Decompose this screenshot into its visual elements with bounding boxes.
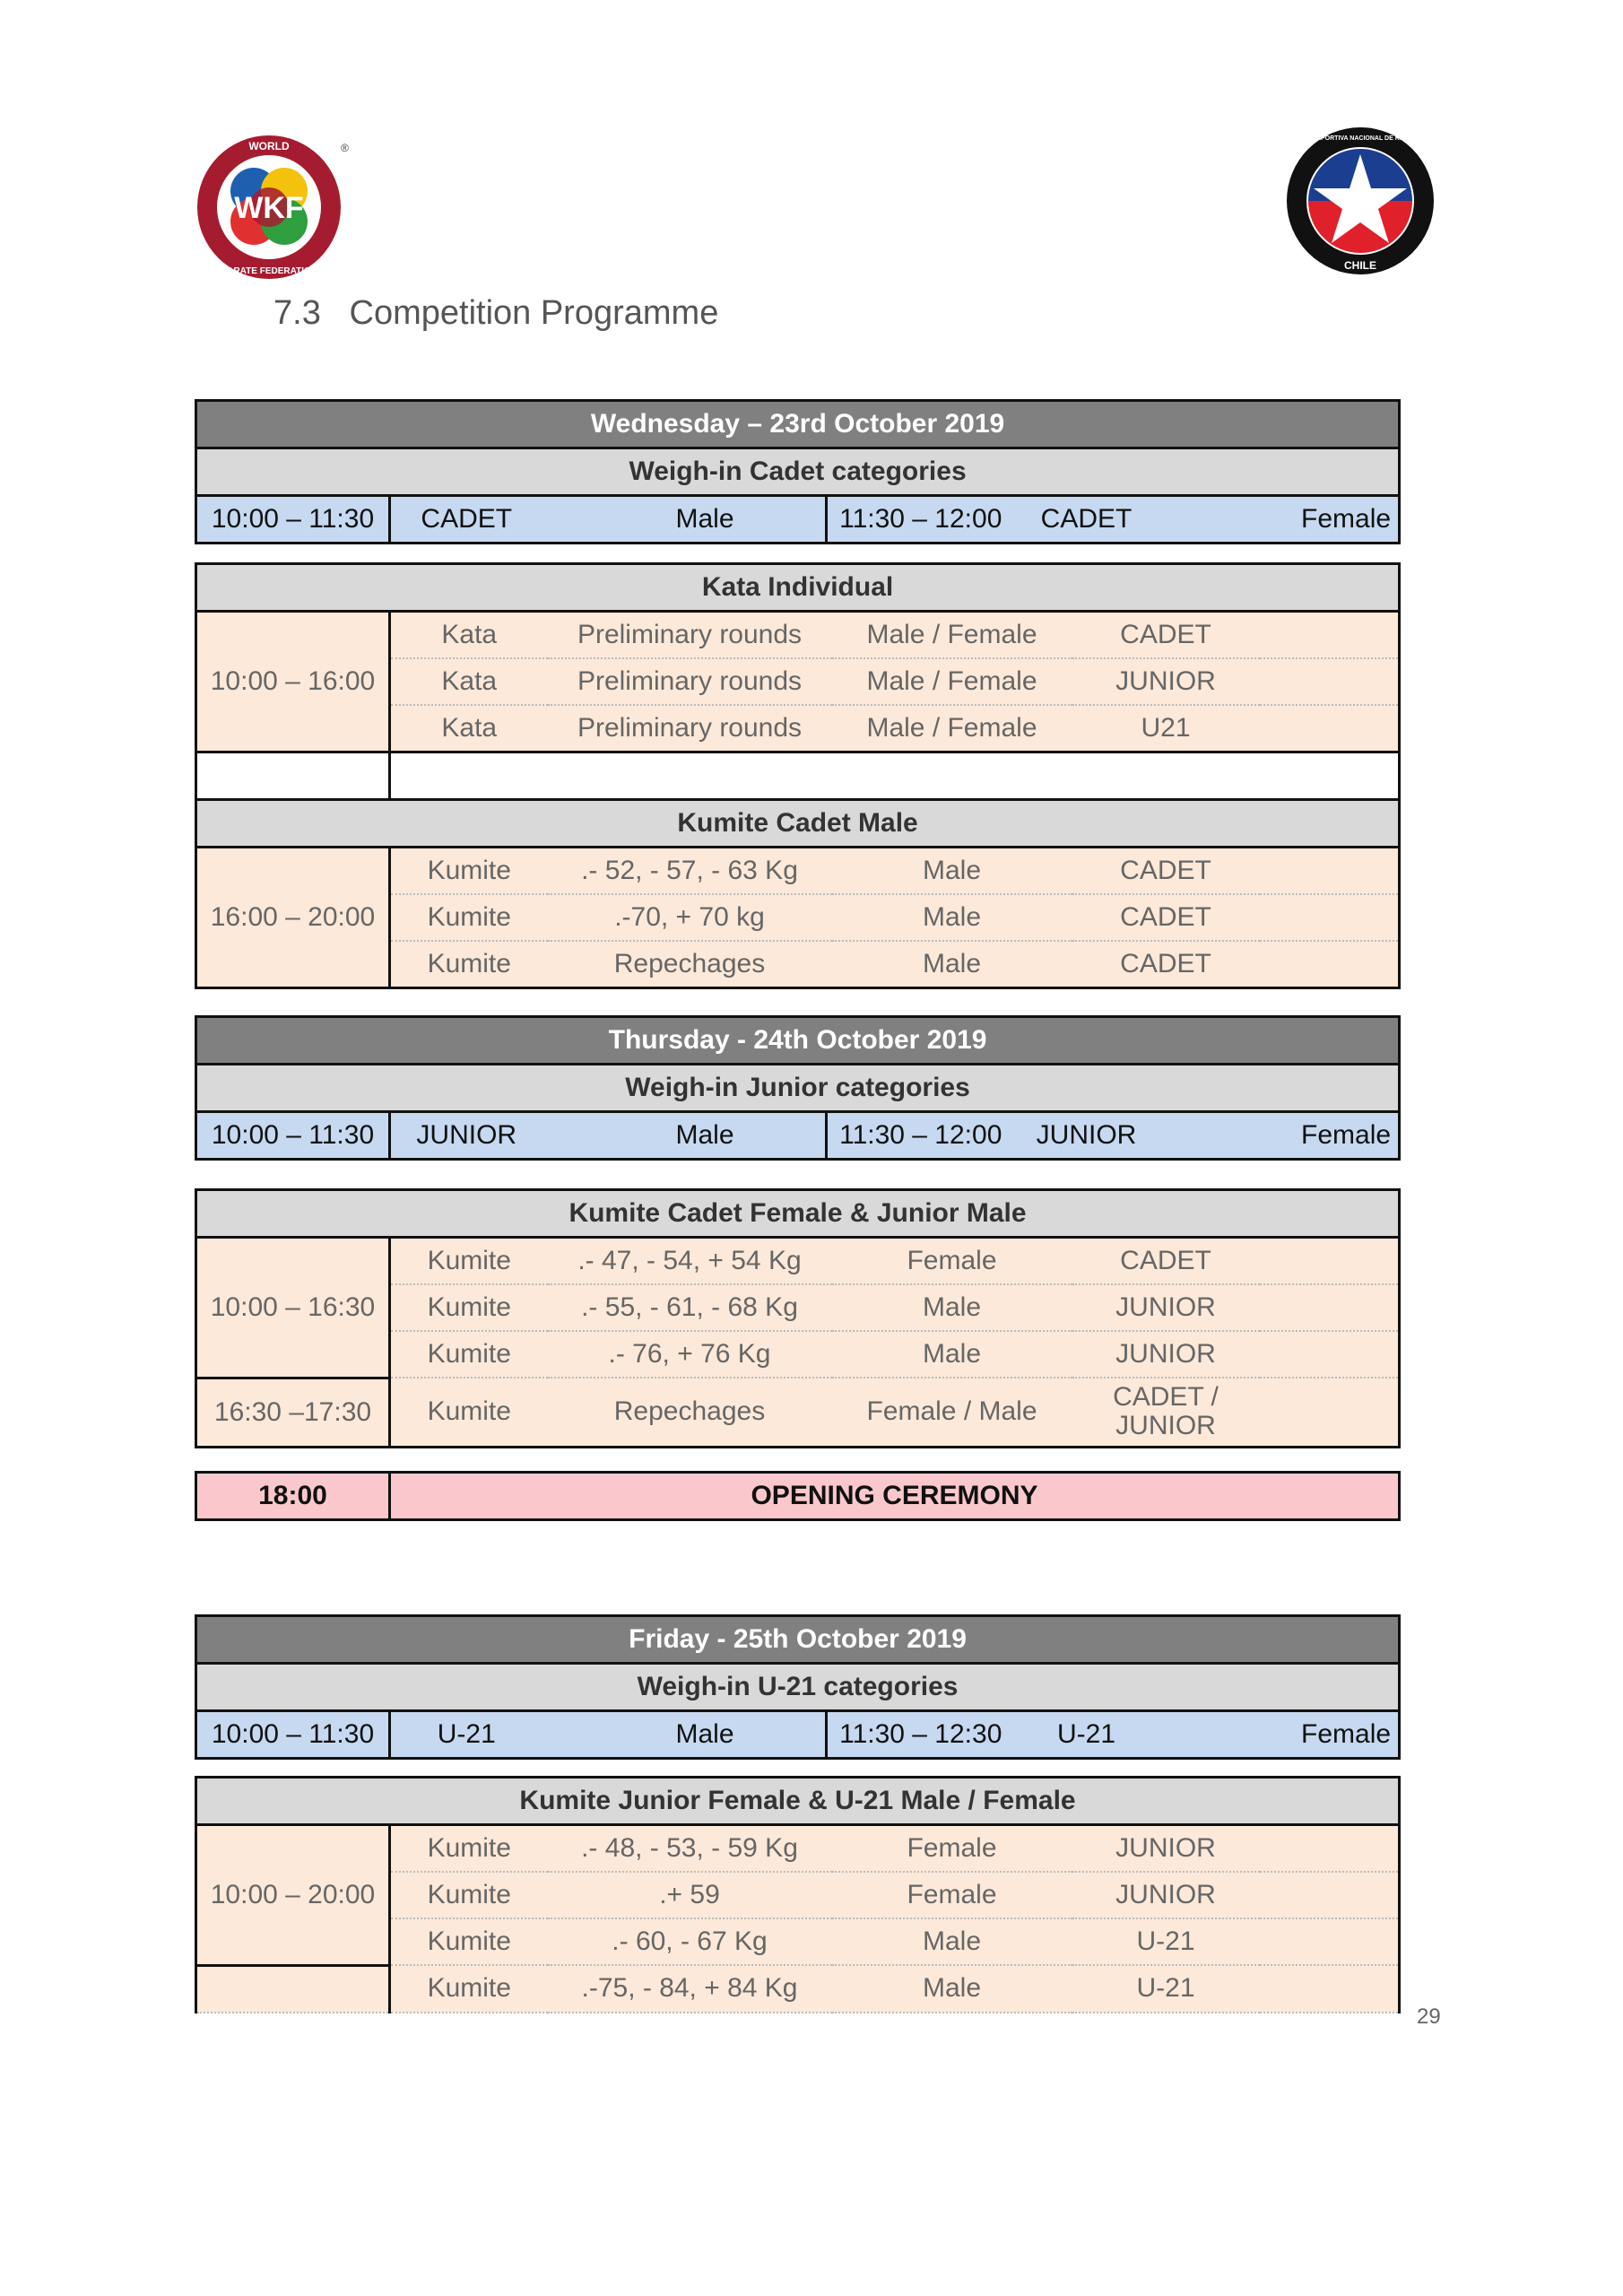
weighin-time-1: 10:00 – 11:30 <box>196 1112 390 1160</box>
weighin-title: Weigh-in U-21 categories <box>196 1664 1400 1711</box>
weighin-category-1: JUNIOR <box>390 1112 542 1160</box>
kumite-title: Kumite Cadet Female & Junior Male <box>196 1190 1400 1238</box>
event-gender: Female / Male <box>832 1378 1072 1447</box>
friday-weighin-table <box>195 1614 1401 1760</box>
weighin-category-1: CADET <box>390 496 542 544</box>
day-header: Wednesday – 23rd October 2019 <box>196 401 1400 448</box>
weighin-category-1: U-21 <box>390 1711 542 1759</box>
event-phase: Preliminary rounds <box>548 612 832 659</box>
weighin-gender-1: Male <box>669 1711 827 1759</box>
thursday-events-table <box>195 1188 1401 1448</box>
ceremony-time: 18:00 <box>196 1473 390 1520</box>
event-category: JUNIOR <box>1072 1284 1260 1331</box>
event-discipline: Kumite <box>390 1331 548 1378</box>
weighin-gender-2: Female <box>1259 1112 1400 1160</box>
event-phase: Repechages <box>548 1378 832 1447</box>
day-header: Thursday - 24th October 2019 <box>196 1017 1400 1065</box>
chile-logo-bottom: CHILE <box>1344 259 1376 272</box>
kumite-time: 10:00 – 20:00 <box>196 1825 390 1966</box>
ceremony-label: OPENING CEREMONY <box>390 1473 1400 1520</box>
event-category: JUNIOR <box>1072 1331 1260 1378</box>
event-category: CADET / JUNIOR <box>1072 1378 1260 1447</box>
weighin-title: Weigh-in Junior categories <box>196 1065 1400 1112</box>
event-discipline: Kumite <box>390 941 548 988</box>
event-category: U-21 <box>1072 1965 1260 2013</box>
table-row <box>196 848 1400 895</box>
event-category: CADET <box>1072 894 1260 941</box>
weighin-category-2: CADET <box>1014 496 1159 544</box>
wednesday-weighin-table <box>195 399 1401 544</box>
day-header: Friday - 25th October 2019 <box>196 1616 1400 1664</box>
event-phase: Preliminary rounds <box>548 705 832 752</box>
table-row <box>196 612 1400 659</box>
event-phase: Preliminary rounds <box>548 658 832 705</box>
event-discipline: Kumite <box>390 894 548 941</box>
weighin-gender-1: Male <box>669 1112 827 1160</box>
event-discipline: Kata <box>390 705 548 752</box>
event-gender: Female <box>832 1872 1072 1918</box>
event-gender: Male <box>832 1284 1072 1331</box>
weighin-category-2: JUNIOR <box>1014 1112 1159 1160</box>
repechage-time: 16:30 –17:30 <box>196 1378 390 1447</box>
weighin-time-2: 11:30 – 12:30 <box>827 1711 1014 1759</box>
event-discipline: Kumite <box>390 1872 548 1918</box>
kumite-time: 10:00 – 16:30 <box>196 1238 390 1378</box>
weighin-time-2: 11:30 – 12:00 <box>827 1112 1014 1160</box>
wkf-logo <box>193 132 350 283</box>
event-phase: .- 52, - 57, - 63 Kg <box>548 848 832 895</box>
event-discipline: Kumite <box>390 1965 548 2013</box>
event-gender: Male <box>832 1331 1072 1378</box>
event-discipline: Kumite <box>390 848 548 895</box>
event-discipline: Kumite <box>390 1378 548 1447</box>
section-title <box>273 294 718 333</box>
event-discipline: Kumite <box>390 1918 548 1965</box>
thursday-weighin-table <box>195 1015 1401 1161</box>
event-gender: Male / Female <box>832 612 1072 659</box>
kata-title: Kata Individual <box>196 564 1400 612</box>
event-discipline: Kumite <box>390 1284 548 1331</box>
weighin-time-2: 11:30 – 12:00 <box>827 496 1014 544</box>
event-category: CADET <box>1072 612 1260 659</box>
event-discipline: Kata <box>390 612 548 659</box>
opening-ceremony-table <box>195 1471 1401 1521</box>
event-category: CADET <box>1072 848 1260 895</box>
wkf-ring-top: WORLD <box>248 140 290 152</box>
table-row <box>196 1238 1400 1285</box>
event-category: JUNIOR <box>1072 1825 1260 1873</box>
event-phase: .+ 59 <box>548 1872 832 1918</box>
weighin-time-1: 10:00 – 11:30 <box>196 1711 390 1759</box>
event-phase: .- 48, - 53, - 59 Kg <box>548 1825 832 1873</box>
event-category: U21 <box>1072 705 1260 752</box>
event-gender: Male / Female <box>832 705 1072 752</box>
event-phase: .-75, - 84, + 84 Kg <box>548 1965 832 2013</box>
event-phase: .- 55, - 61, - 68 Kg <box>548 1284 832 1331</box>
friday-events-table <box>195 1776 1401 2013</box>
weighin-time-1: 10:00 – 11:30 <box>196 496 390 544</box>
event-phase: .- 60, - 67 Kg <box>548 1918 832 1965</box>
event-phase: .-70, + 70 kg <box>548 894 832 941</box>
weighin-category-2: U-21 <box>1014 1711 1159 1759</box>
weighin-gender-2: Female <box>1259 1711 1400 1759</box>
section-title-text: Competition Programme <box>349 294 719 332</box>
event-gender: Male <box>832 941 1072 988</box>
svg-text:®: ® <box>341 142 349 154</box>
weighin-gender-1: Male <box>669 496 827 544</box>
event-gender: Male <box>832 1965 1072 2013</box>
chile-federation-logo <box>1269 126 1452 276</box>
table-row <box>196 1378 1400 1447</box>
event-gender: Male <box>832 894 1072 941</box>
event-phase: .- 47, - 54, + 54 Kg <box>548 1238 832 1285</box>
event-category: CADET <box>1072 941 1260 988</box>
weighin-gender-2: Female <box>1259 496 1400 544</box>
event-category: JUNIOR <box>1072 658 1260 705</box>
event-gender: Female <box>832 1238 1072 1285</box>
table-row <box>196 1825 1400 1873</box>
event-discipline: Kata <box>390 658 548 705</box>
event-gender: Male <box>832 1918 1072 1965</box>
event-phase: Repechages <box>548 941 832 988</box>
event-category: U-21 <box>1072 1918 1260 1965</box>
event-category: JUNIOR <box>1072 1872 1260 1918</box>
kumite-title: Kumite Cadet Male <box>196 800 1400 848</box>
event-category: CADET <box>1072 1238 1260 1285</box>
kumite-time: 16:00 – 20:00 <box>196 848 390 988</box>
event-gender: Male <box>832 848 1072 895</box>
event-discipline: Kumite <box>390 1238 548 1285</box>
wkf-ring-bottom: KARATE FEDERATION <box>221 266 317 276</box>
chile-logo-ring: FEDERACIÓN DEPORTIVA NACIONAL DE KARATE DE CHILE <box>1269 135 1452 142</box>
kata-time: 10:00 – 16:00 <box>196 612 390 752</box>
event-phase: .- 76, + 76 Kg <box>548 1331 832 1378</box>
page-number: 29 <box>1417 2005 1441 2029</box>
table-row <box>196 1965 1400 2013</box>
wkf-logo-text: WKF <box>234 191 304 225</box>
event-gender: Male / Female <box>832 658 1072 705</box>
kumite-title: Kumite Junior Female & U-21 Male / Female <box>196 1778 1400 1825</box>
section-number: 7.3 <box>273 294 321 332</box>
weighin-title: Weigh-in Cadet categories <box>196 448 1400 496</box>
event-discipline: Kumite <box>390 1825 548 1873</box>
wednesday-events-table <box>195 562 1401 989</box>
event-gender: Female <box>832 1825 1072 1873</box>
